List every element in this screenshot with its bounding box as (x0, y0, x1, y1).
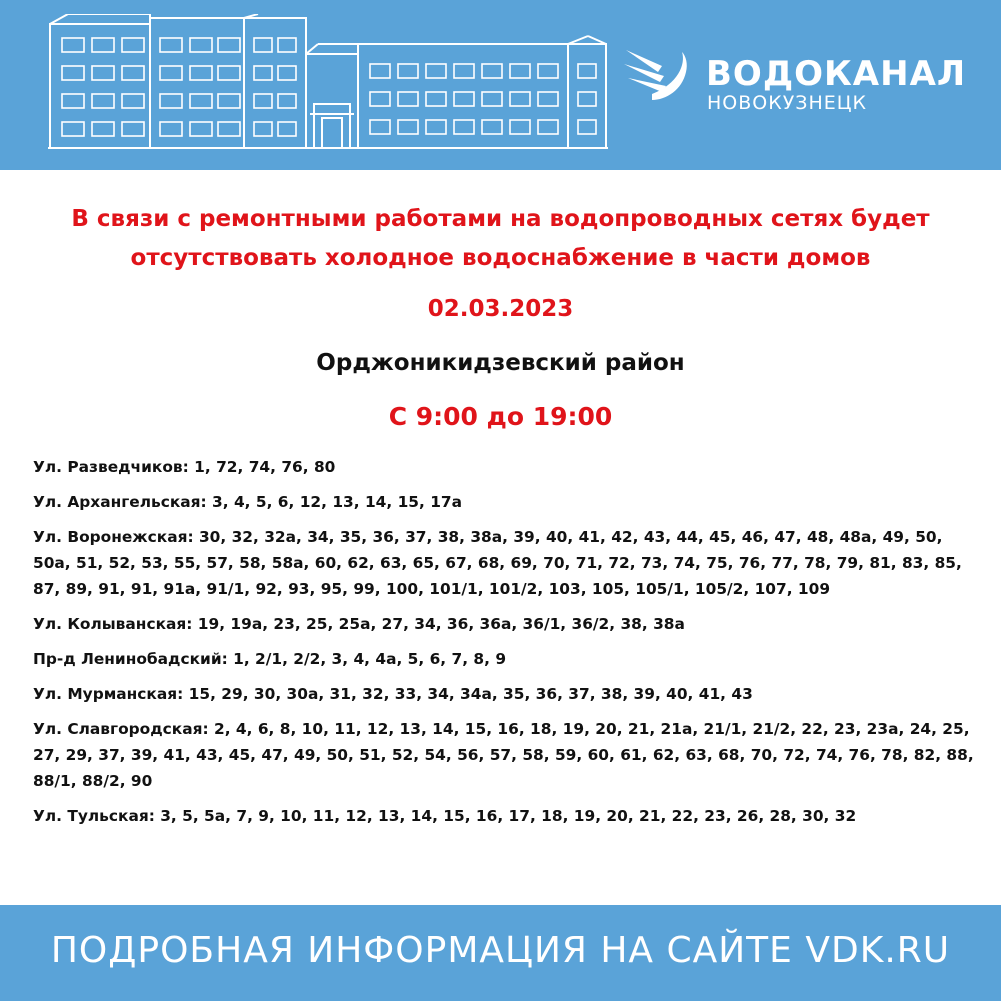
street-item: Ул. Разведчиков: 1, 72, 74, 76, 80 (33, 458, 336, 476)
headline-line-2: отсутствовать холодное водоснабжение в части домов (130, 245, 871, 271)
logo-subtitle: НОВОКУЗНЕЦК (707, 92, 868, 114)
street-item: Ул. Архангельская: 3, 4, 5, 6, 12, 13, 14, 15, 17а (33, 493, 462, 511)
street-item: Ул. Воронежская: 30, 32, 32а, 34, 35, 36, 37, 38, 38а, 39, 40, 41, 42, 43, 44, 45, 46, 47, 48, 48а, 49, 50, 50а, 51, 52, 53, 55, 57, 58, 58а, 60, 62, 63, 65, 67, 68, 69, 70, 71, 72, 73, 74, 75, 76, 77, 78, 79, 81, 83, 85, 87, 89, 91, 91, 91а, 91/1, 92, 93, 95, 99, 100, 101/1, 101/2, 103, 105, 105/1, 105/2, 107, 109 (33, 528, 962, 598)
header-banner (0, 0, 1001, 170)
vodokanal-logo-icon (622, 44, 696, 104)
footer-website-text: ПОДРОБНАЯ ИНФОРМАЦИЯ НА САЙТЕ VDK.RU (50, 930, 951, 971)
street-item: Пр-д Ленинобадский: 1, 2/1, 2/2, 3, 4, 4а, 5, 6, 7, 8, 9 (33, 650, 507, 668)
outage-time: С 9:00 до 19:00 (388, 402, 613, 431)
notice-headline (0, 200, 1001, 278)
logo-title: ВОДОКАНАЛ (706, 54, 967, 94)
street-item: Ул. Тульская: 3, 5, 5а, 7, 9, 10, 11, 12, 13, 14, 15, 16, 17, 18, 19, 20, 21, 22, 23, 26, 28, 30, 32 (33, 807, 857, 825)
building-illustration (48, 14, 608, 154)
notice-date: 02.03.2023 (427, 296, 574, 322)
street-item: Ул. Колыванская: 19, 19а, 23, 25, 25а, 27, 34, 36, 36а, 36/1, 36/2, 38, 38а (33, 615, 685, 633)
street-item: Ул. Мурманская: 15, 29, 30, 30а, 31, 32, 33, 34, 34а, 35, 36, 37, 38, 39, 40, 41, 43 (33, 685, 753, 703)
district-name: Орджоникидзевский район (316, 350, 685, 376)
footer-banner (0, 905, 1001, 1001)
headline-line-1: В связи с ремонтными работами на водопроводных сетях будет (71, 206, 930, 232)
street-list (33, 454, 978, 838)
street-item: Ул. Славгородская: 2, 4, 6, 8, 10, 11, 12, 13, 14, 15, 16, 18, 19, 20, 21, 21а, 21/1, 21/2, 22, 23, 23а, 24, 25, 27, 29, 37, 39, 41, 43, 45, 47, 49, 50, 51, 52, 54, 56, 57, 58, 59, 60, 61, 62, 63, 68, 70, 72, 74, 76, 78, 82, 88, 88/1, 88/2, 90 (33, 720, 974, 790)
